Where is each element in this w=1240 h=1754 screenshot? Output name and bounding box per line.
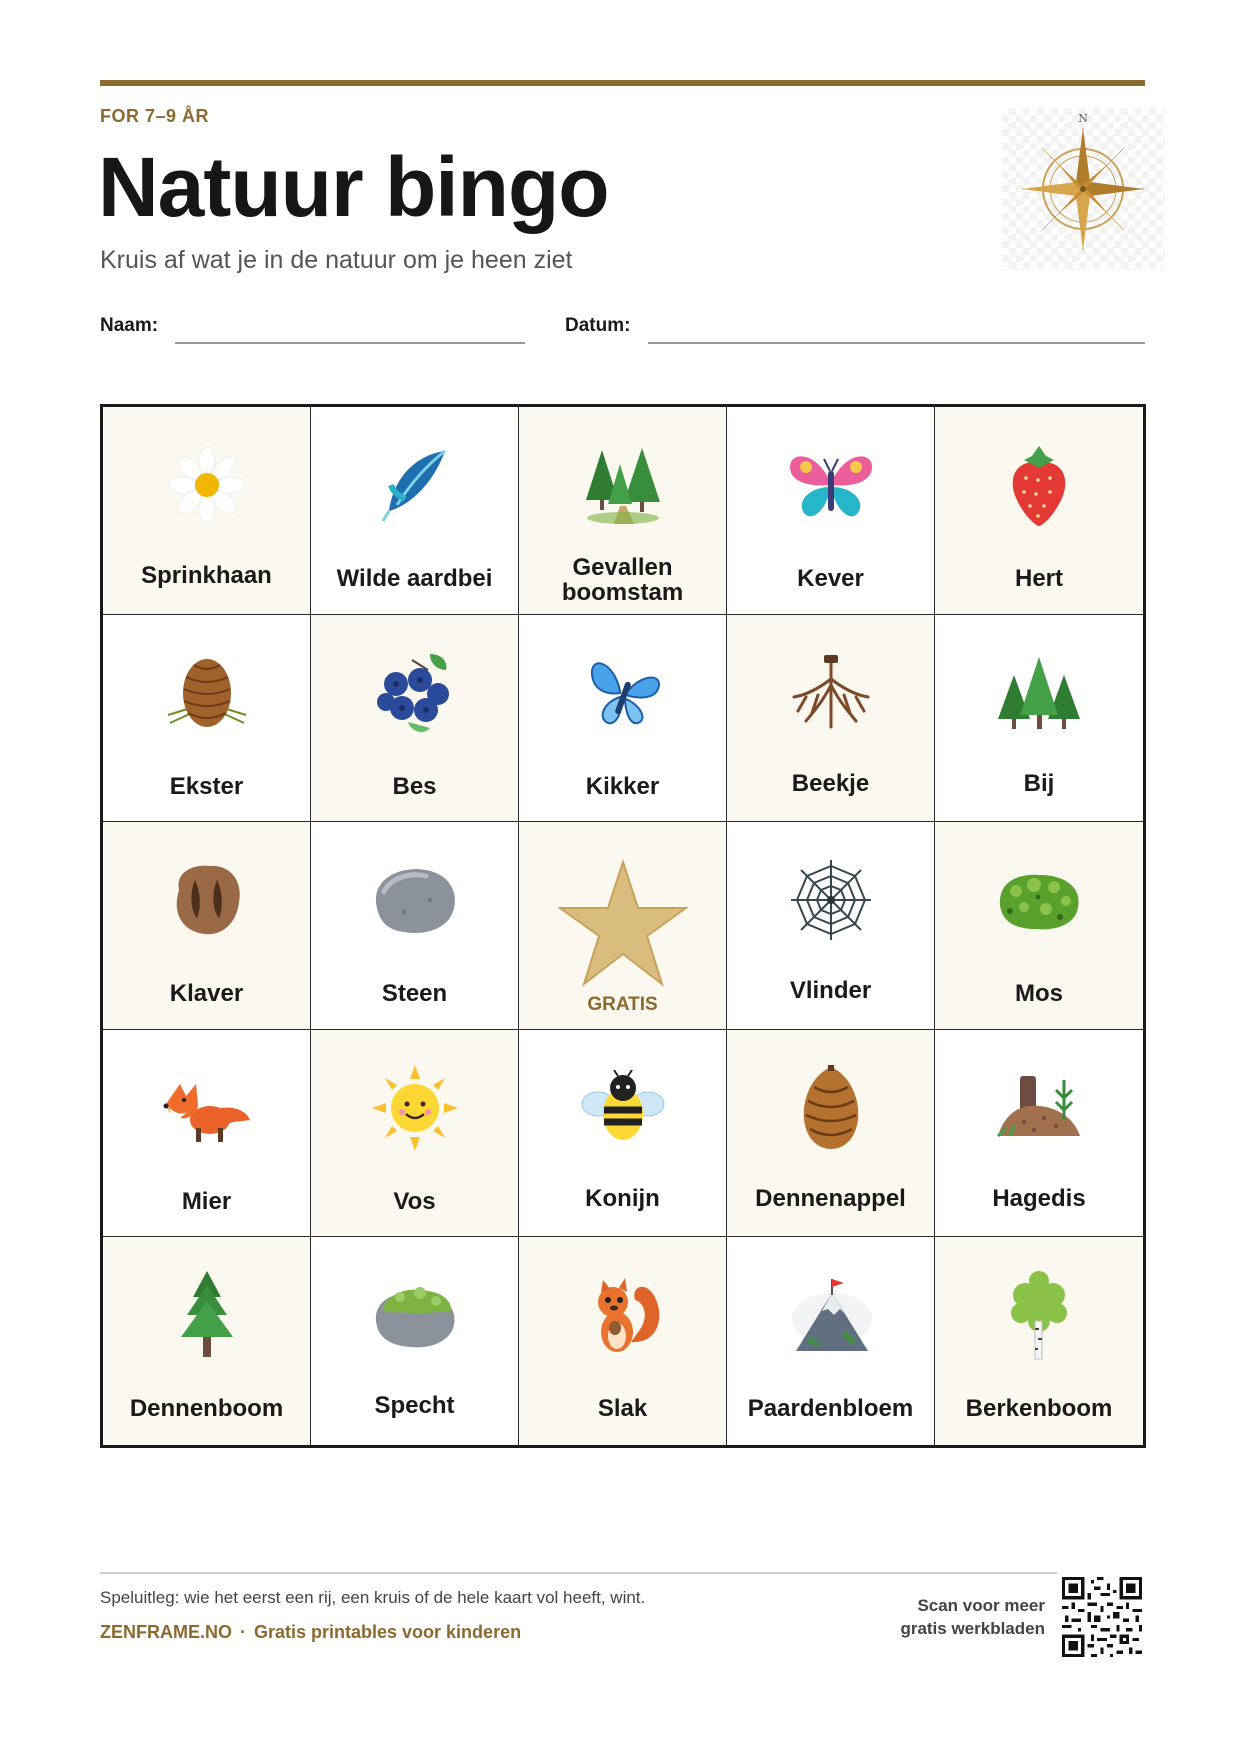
bingo-cell[interactable] [935, 407, 1143, 615]
bee-icon [573, 1058, 673, 1158]
brand-link[interactable]: ZENFRAME.NO [100, 1622, 232, 1642]
bingo-cell[interactable] [103, 1030, 311, 1238]
blue-butterfly-icon [573, 643, 673, 743]
bingo-grid [100, 404, 1146, 1448]
free-cell-label: GRATIS [587, 994, 658, 1016]
bingo-cell[interactable] [727, 1237, 935, 1445]
birch-icon [989, 1265, 1089, 1365]
cell-label: Bij [1023, 769, 1055, 797]
bingo-cell[interactable] [727, 615, 935, 823]
cell-label: Mier [181, 1187, 232, 1215]
scan-line-2: gratis werkbladen [900, 1619, 1045, 1638]
mountain-icon [781, 1265, 881, 1365]
brand-tagline: Gratis printables voor kinderen [254, 1622, 522, 1642]
bingo-cell[interactable] [935, 1030, 1143, 1238]
bingo-cell[interactable] [311, 615, 519, 823]
bingo-cell[interactable] [103, 407, 311, 615]
footer-rule [100, 1572, 1057, 1574]
name-label: Naam: [100, 315, 159, 336]
forest-path-icon [573, 435, 673, 535]
top-rule [100, 80, 1145, 86]
brand-line [100, 1622, 521, 1643]
cell-label: Hert [1014, 565, 1063, 592]
sun-icon [365, 1058, 465, 1158]
cell-label: Beekje [791, 769, 870, 797]
blueberry-icon [365, 643, 465, 743]
cell-label: Dennenboom [129, 1395, 284, 1423]
page-subtitle: Kruis af wat je in de natuur om je heen ziet [100, 246, 573, 274]
cell-label: Kikker [585, 772, 660, 800]
strawberry-icon [989, 435, 1089, 535]
star-icon [558, 860, 688, 990]
feather-icon [365, 435, 465, 535]
bingo-cell[interactable] [727, 822, 935, 1030]
bingo-cell[interactable] [519, 407, 727, 615]
daisy-icon [157, 435, 257, 535]
bingo-cell[interactable] [519, 822, 727, 1030]
scan-line-1: Scan voor meer [917, 1596, 1045, 1615]
qr-code-icon[interactable] [1062, 1577, 1142, 1657]
compass-north-letter: N [1078, 112, 1088, 125]
bingo-cell[interactable] [519, 1030, 727, 1238]
pinecone-icon [157, 643, 257, 743]
cell-label: Kever [797, 565, 864, 592]
cell-label: Ekster [169, 772, 244, 800]
bingo-cell[interactable] [519, 1237, 727, 1445]
scan-text [900, 1594, 1045, 1640]
page-title: Natuur bingo [98, 140, 609, 234]
date-field[interactable] [648, 342, 1145, 344]
cell-label: Sprinkhaan [141, 562, 272, 589]
cell-label: Vos [393, 1187, 436, 1215]
game-rules: Speluitleg: wie het eerst een rij, een kruis of de hele kaart vol heeft, wint. [100, 1588, 646, 1607]
cell-label: Vlinder [789, 977, 872, 1005]
bingo-cell[interactable] [727, 407, 935, 615]
mossy-rock-icon [365, 1265, 465, 1365]
brand-separator: · [240, 1622, 246, 1642]
squirrel-icon [573, 1265, 673, 1365]
cone-icon [781, 1058, 881, 1158]
cell-label: Dennenappel [755, 1184, 906, 1212]
cell-label: Bes [392, 772, 437, 800]
anthill-icon [989, 1058, 1089, 1158]
bingo-cell[interactable] [311, 822, 519, 1030]
roots-icon [781, 643, 881, 743]
stone-icon [365, 850, 465, 950]
bingo-cell[interactable] [935, 615, 1143, 823]
name-field[interactable] [175, 342, 525, 344]
bingo-cell[interactable] [103, 1237, 311, 1445]
spiderweb-icon [781, 850, 881, 950]
compass-icon [1002, 108, 1164, 270]
date-label: Datum: [565, 315, 631, 336]
cell-label: Hagedis [992, 1184, 1086, 1212]
bingo-cell[interactable] [935, 822, 1143, 1030]
bingo-cell[interactable] [727, 1030, 935, 1238]
fir-tree-icon [157, 1265, 257, 1365]
cell-label: Paardenbloem [747, 1395, 914, 1423]
bingo-cell[interactable] [935, 1237, 1143, 1445]
cell-label: Mos [1015, 980, 1063, 1008]
butterfly-icon [781, 435, 881, 535]
footprint-icon [157, 850, 257, 950]
moss-icon [989, 850, 1089, 950]
cell-label: Konijn [585, 1184, 660, 1212]
cell-label: Wilde aardbei [336, 565, 493, 592]
fox-icon [157, 1058, 257, 1158]
bingo-cell[interactable] [103, 822, 311, 1030]
age-label: FOR 7–9 ÅR [100, 106, 210, 126]
trees-icon [989, 643, 1089, 743]
bingo-cell[interactable] [103, 615, 311, 823]
cell-label: Gevallen boomstam [561, 554, 684, 606]
cell-label: Berkenboom [965, 1395, 1113, 1423]
cell-label: Steen [381, 980, 448, 1008]
cell-label: Klaver [169, 980, 244, 1008]
cell-label: Slak [597, 1395, 648, 1423]
bingo-cell[interactable] [311, 407, 519, 615]
bingo-cell[interactable] [519, 615, 727, 823]
bingo-cell[interactable] [311, 1237, 519, 1445]
cell-label: Specht [374, 1392, 455, 1420]
bingo-cell[interactable] [311, 1030, 519, 1238]
